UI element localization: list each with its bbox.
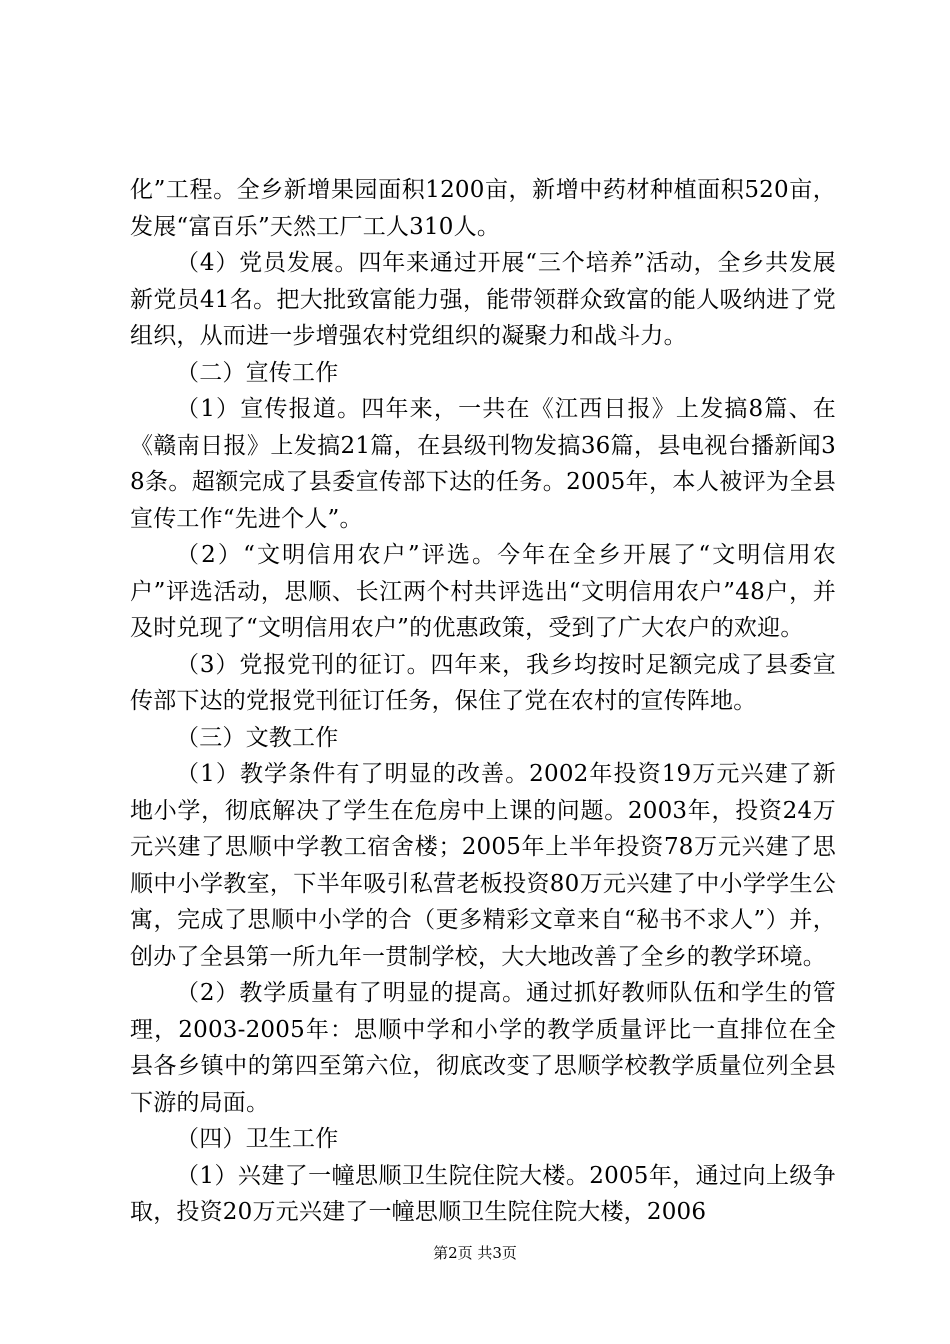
paragraph: （4）党员发展。四年来通过开展“三个培养”活动，全乡共发展新党员41名。把大批致富能力强，能带领群众致富的能人吸纳进了党组织，从而进一步增强农村党组织的凝聚力和战斗力。 (130, 250, 836, 349)
paragraph: （1）教学条件有了明显的改善。2002年投资19万元兴建了新地小学，彻底解决了学生在危房中上课的问题。2003年，投资24万元兴建了思顺中学教工宿舍楼；2005年上半年投资78万元兴建了思顺中小学教室，下半年吸引私营老板投资80万元兴建了中小学学生公寓，完成了思顺中小学的合（更多精彩文章来自“秘书不求人”）并，创办了全县第一所九年一贯制学校，大大地改善了全乡的教学环境。 (130, 761, 836, 970)
section-heading: （二）宣传工作 (176, 359, 339, 386)
paragraph: 化”工程。全乡新增果园面积1200亩，新增中药材种植面积520亩，发展“富百乐”天然工厂工人310人。 (130, 177, 836, 240)
page-footer: 第2页 共3页 (433, 1244, 517, 1262)
section-heading: （三）文教工作 (176, 724, 339, 751)
paragraph: （1）宣传报道。四年来，一共在《江西日报》上发搞8篇、在《赣南日报》上发搞21篇，在县级刊物发搞36篇，县电视台播新闻38条。超额完成了县委宣传部下达的任务。2005年，本人被评为全县宣传工作“先进个人”。 (130, 396, 836, 532)
section-heading: （四）卫生工作 (176, 1126, 339, 1152)
paragraph: （2）教学质量有了明显的提高。通过抓好教师队伍和学生的管理，2003-2005年：思顺中学和小学的教学质量评比一直排位在全县各乡镇中的第四至第六位，彻底改变了思顺学校教学质量位列全县下游的局面。 (130, 980, 836, 1116)
paragraph: （1）兴建了一幢思顺卫生院住院大楼。2005年，通过向上级争取，投资20万元兴建了一幢思顺卫生院住院大楼，2006 (130, 1162, 836, 1225)
paragraph: （3）党报党刊的征订。四年来，我乡均按时足额完成了县委宣传部下达的党报党刊征订任务，保住了党在农村的宣传阵地。 (130, 651, 836, 714)
document-body (130, 172, 836, 1231)
paragraph: （2）“文明信用农户”评选。今年在全乡开展了“文明信用农户”评选活动，思顺、长江两个村共评选出“文明信用农户”48户，并及时兑现了“文明信用农户”的优惠政策，受到了广大农户的欢迎。 (130, 542, 836, 641)
